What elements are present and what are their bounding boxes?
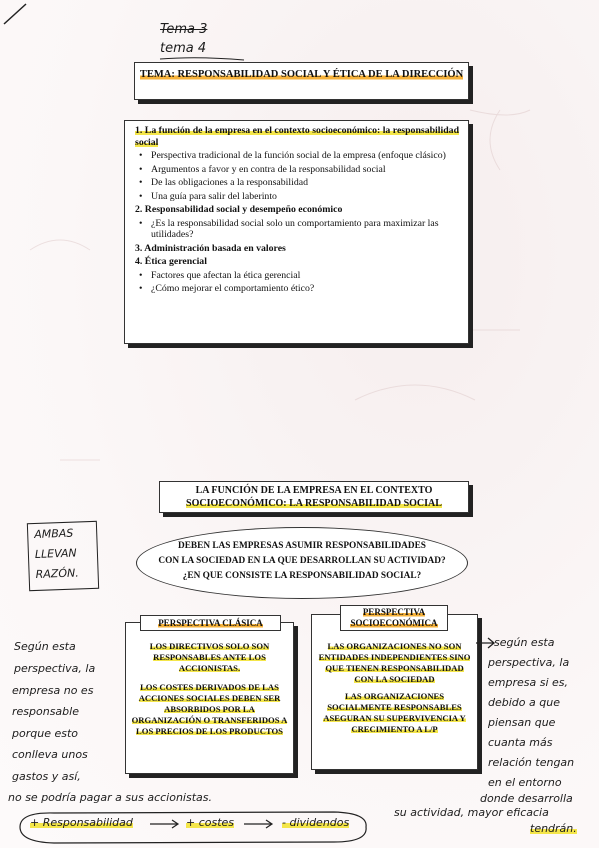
toc-item: • Perspectiva tradicional de la función social de la empresa (enfoque clásico) — [151, 150, 468, 162]
section-title-line-1: LA FUNCIÓN DE LA EMPRESA EN EL CONTEXTO — [195, 485, 433, 496]
toc-item: • Argumentos a favor y en contra de la responsabilidad social — [151, 164, 468, 176]
right-note-line: perspectiva, la — [488, 656, 570, 669]
toc-section-2: 2. Responsabilidad social y desempeño económico — [135, 204, 343, 215]
contents-box — [124, 120, 469, 344]
toc-item: • ¿Cómo mejorar el comportamiento ético? — [151, 283, 468, 295]
socioeconomic-text-2: LAS ORGANIZACIONES SOCIALMENTE RESPONSABLES ASEGURAN SU SUPERVIVENCIA Y CRECIMIENTO A L/P — [323, 691, 466, 734]
formula-term-dividends: - dividendos — [282, 816, 350, 829]
question-line-3: ¿EN QUE CONSISTE LA RESPONSABILIDAD SOCIAL? — [182, 571, 422, 581]
section-title-box — [159, 481, 469, 513]
right-note-line: tendrán. — [530, 822, 577, 835]
contents-list — [125, 121, 468, 295]
right-note-line: piensan que — [488, 716, 556, 729]
arrow-right-icon — [242, 818, 276, 830]
question-line-2: CON LA SOCIEDAD EN LA QUE DESARROLLAN SU ACTIVIDAD? — [158, 556, 446, 566]
classic-text-2: LOS COSTES DERIVADOS DE LAS ACCIONES SOCIALES DEBEN SER ABSORBIDOS POR LA ORGANIZACIÓN O TRANSFERIDOS A LOS PRECIOS DE LOS PRODUCTOS — [131, 682, 288, 736]
left-note-line: Según esta — [14, 640, 76, 653]
title-box — [134, 62, 469, 100]
right-note-line: relación tengan — [488, 756, 575, 769]
formula-term-responsibility: + Responsabilidad — [30, 816, 133, 829]
right-note-line: debido a que — [488, 696, 560, 709]
toc-section-4: 4. Ética gerencial — [135, 256, 207, 267]
right-note-line: su actividad, mayor eficacia — [394, 806, 549, 819]
section-title-line-2: SOCIOECONÓMICO: LA RESPONSABILIDAD SOCIAL — [186, 498, 442, 509]
formula-term-costs: + costes — [186, 816, 235, 829]
classic-text-1: LOS DIRECTIVOS SOLO SON RESPONSABLES ANTE LOS ACCIONISTAS. — [149, 641, 270, 673]
left-note-line: gastos y así, — [12, 770, 81, 783]
left-note-line: responsable — [12, 705, 79, 718]
left-note-line: empresa no es — [12, 684, 94, 697]
toc-section-1: 1. La función de la empresa en el contexto socioeconómico: la responsabilidad social — [135, 125, 460, 148]
right-note-line: cuanta más — [488, 736, 553, 749]
handwritten-box-line: LLEVAN — [34, 546, 77, 561]
handwritten-box-line: RAZÓN. — [35, 566, 79, 581]
toc-section-3: 3. Administración basada en valores — [135, 242, 286, 254]
socioeconomic-perspective-box — [311, 607, 478, 770]
right-note-line: según esta — [494, 636, 555, 649]
handwritten-box-line: AMBAS — [34, 526, 74, 541]
handwritten-box — [27, 521, 99, 591]
toc-item: • De las obligaciones a la responsabilidad — [151, 177, 468, 189]
struck-topic-note: Tema 3 — [160, 22, 208, 37]
right-note-line: empresa si es, — [488, 676, 569, 689]
arrow-right-icon — [148, 818, 182, 830]
socioeconomic-heading: PERSPECTIVA SOCIOECONÓMICA — [340, 605, 448, 631]
page-title: TEMA: RESPONSABILIDAD SOCIAL Y ÉTICA DE LA DIRECCIÓN — [139, 69, 464, 80]
left-note-line: no se podría pagar a sus accionistas. — [8, 791, 212, 804]
classic-perspective-box — [125, 618, 294, 774]
socioeconomic-text-1: LAS ORGANIZACIONES NO SON ENTIDADES INDEPENDIENTES SINO QUE TIENEN RESPONSABILIDAD CON LA SOCIEDAD — [318, 641, 471, 684]
question-ellipse — [136, 527, 468, 599]
toc-item: • Factores que afectan la ética gerencial — [151, 270, 468, 282]
toc-item: • Una guía para salir del laberinto — [151, 191, 468, 203]
right-note-line: en el entorno — [488, 776, 562, 789]
topic-note: tema 4 — [160, 41, 207, 56]
left-note-line: porque esto — [12, 727, 78, 740]
left-note-line: perspectiva, la — [14, 662, 96, 675]
classic-heading: PERSPECTIVA CLÁSICA — [140, 615, 281, 631]
left-note-line: conlleva unos — [12, 748, 88, 761]
right-note-line: donde desarrolla — [480, 792, 573, 805]
toc-item: • ¿Es la responsabilidad social solo un comportamiento para maximizar las utilidades? — [151, 218, 468, 241]
question-line-1: DEBEN LAS EMPRESAS ASUMIR RESPONSABILIDADES — [178, 541, 426, 551]
